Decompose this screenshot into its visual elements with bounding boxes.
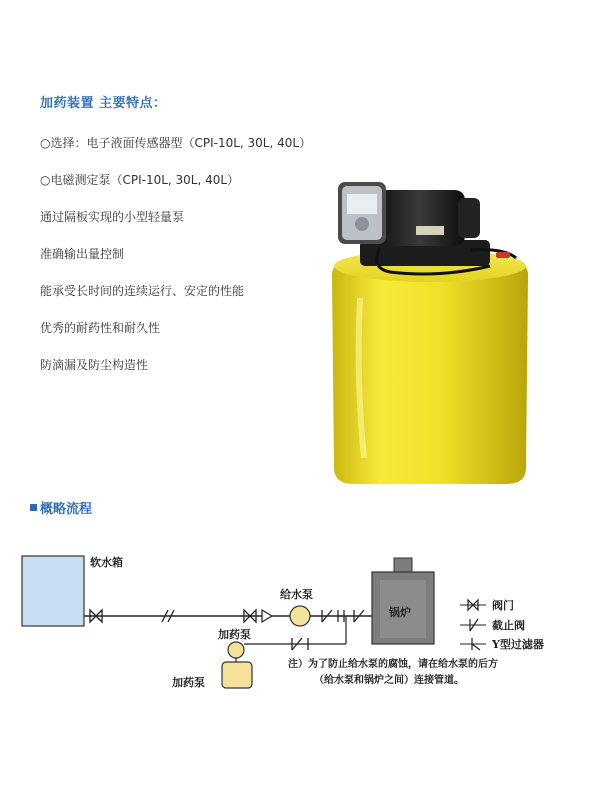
soft-tank-shape [22, 556, 84, 626]
feature-list [40, 134, 311, 393]
note-line-1: 注）为了防止给水泵的腐蚀，请在给水泵的后方 [288, 659, 498, 670]
dosing-pump-label-top: 加药泵 [218, 628, 251, 641]
boiler-label: 锅炉 [389, 606, 411, 619]
feature-item: ○选择：电子液面传感器型（CPI-10L, 30L, 40L） [40, 136, 312, 150]
y-filter-icon [262, 610, 272, 622]
dosing-pump-label-bottom: 加药泵 [172, 676, 205, 689]
flow-title-text: 概略流程 [40, 502, 93, 517]
feature-item: 准确输出量控制 [40, 247, 125, 261]
feature-item: 优秀的耐药性和耐久性 [40, 321, 161, 335]
feature-item: 能承受长时间的连续运行、安定的性能 [40, 284, 245, 298]
product-heading: 加药装置 主要特点： [40, 96, 167, 111]
legend-valve: 阀门 [492, 599, 514, 612]
dosing-pump-shape [228, 642, 244, 658]
soft-tank-label: 软水箱 [90, 556, 123, 569]
flow-title [30, 498, 92, 517]
flow-diagram [0, 540, 600, 710]
feature-item: ○电磁测定泵（CPI-10L, 30L, 40L） [40, 173, 240, 187]
note-line-2: （给水泵和锅炉之间）连接管道。 [314, 675, 464, 686]
feature-item: 通过隔板实现的小型轻量泵 [40, 210, 185, 224]
legend-y-filter: Y型过滤器 [492, 638, 544, 651]
feature-item: 防滴漏及防尘构造性 [40, 358, 149, 372]
feed-pump-shape [290, 606, 310, 626]
product-photo [320, 168, 540, 486]
legend-check-valve: 截止阀 [492, 619, 525, 632]
feed-pump-label: 给水泵 [280, 588, 313, 601]
bullet-square-icon [30, 504, 37, 511]
dosing-tank-shape [222, 662, 252, 688]
